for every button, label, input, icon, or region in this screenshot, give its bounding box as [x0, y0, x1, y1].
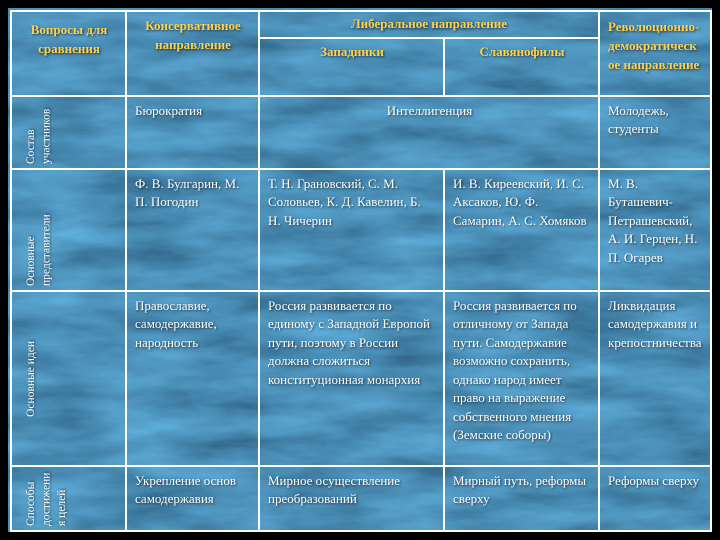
cell-participants-conservative: Бюрократия [127, 97, 260, 170]
cell-ideas-conservative: Православие, самодержавие, народность [127, 292, 260, 467]
row-label-participants [12, 97, 127, 170]
header-slavophiles: Славянофилы [445, 39, 600, 97]
cell-ideas-westernizers: Россия развивается по единому с Западной Европой пути, поэтому в России должна сложиться конституционная монархия [260, 292, 445, 467]
cell-methods-slavophiles: Мирный путь, реформы сверху [445, 467, 600, 532]
cell-ideas-slavophiles: Россия развивается по отличному от Запада пути. Самодержавие возможно сохранить, однако народ имеет право на выражение собственного мнения (Земские соборы) [445, 292, 600, 467]
row-label-representatives-text: Основные представители [25, 214, 53, 286]
cell-participants-liberal: Интеллигенция [260, 97, 600, 170]
row-label-participants-text: Состав участников [25, 108, 53, 164]
cell-representatives-slavophiles: И. В. Киреевский, И. С. Аксаков, Ю. Ф. Самарин, А. С. Хомяков [445, 170, 600, 292]
row-label-methods [12, 467, 127, 532]
cell-ideas-revolutionary: Ликвидация самодержавия и крепостничества [600, 292, 712, 467]
cell-representatives-conservative: Ф. В. Булгарин, М. П. Погодин [127, 170, 260, 292]
comparison-table [10, 10, 712, 532]
row-label-ideas [12, 292, 127, 467]
cell-representatives-westernizers: Т. Н. Грановский, С. М. Соловьев, К. Д. Кавелин, Б. Н. Чичерин [260, 170, 445, 292]
cell-methods-westernizers: Мирное осуществление преобразований [260, 467, 445, 532]
cell-representatives-revolutionary: М. В. Буташевич-Петрашевский, А. И. Герцен, Н. П. Огарев [600, 170, 712, 292]
cell-methods-conservative: Укрепление основ самодержавия [127, 467, 260, 532]
header-revolutionary: Революционно-демократическое направление [600, 12, 712, 97]
header-westernizers: Западники [260, 39, 445, 97]
row-label-methods-text: Способы достижения целей [25, 472, 69, 526]
header-questions: Вопросы для сравнения [12, 12, 127, 97]
row-label-representatives [12, 170, 127, 292]
header-conservative: Консервативное направление [127, 12, 260, 97]
slide [8, 8, 712, 532]
header-liberal: Либеральное направление [260, 12, 600, 39]
cell-participants-revolutionary: Молодежь, студенты [600, 97, 712, 170]
row-label-ideas-text: Основные идеи [25, 340, 37, 417]
cell-methods-revolutionary: Реформы сверху [600, 467, 712, 532]
